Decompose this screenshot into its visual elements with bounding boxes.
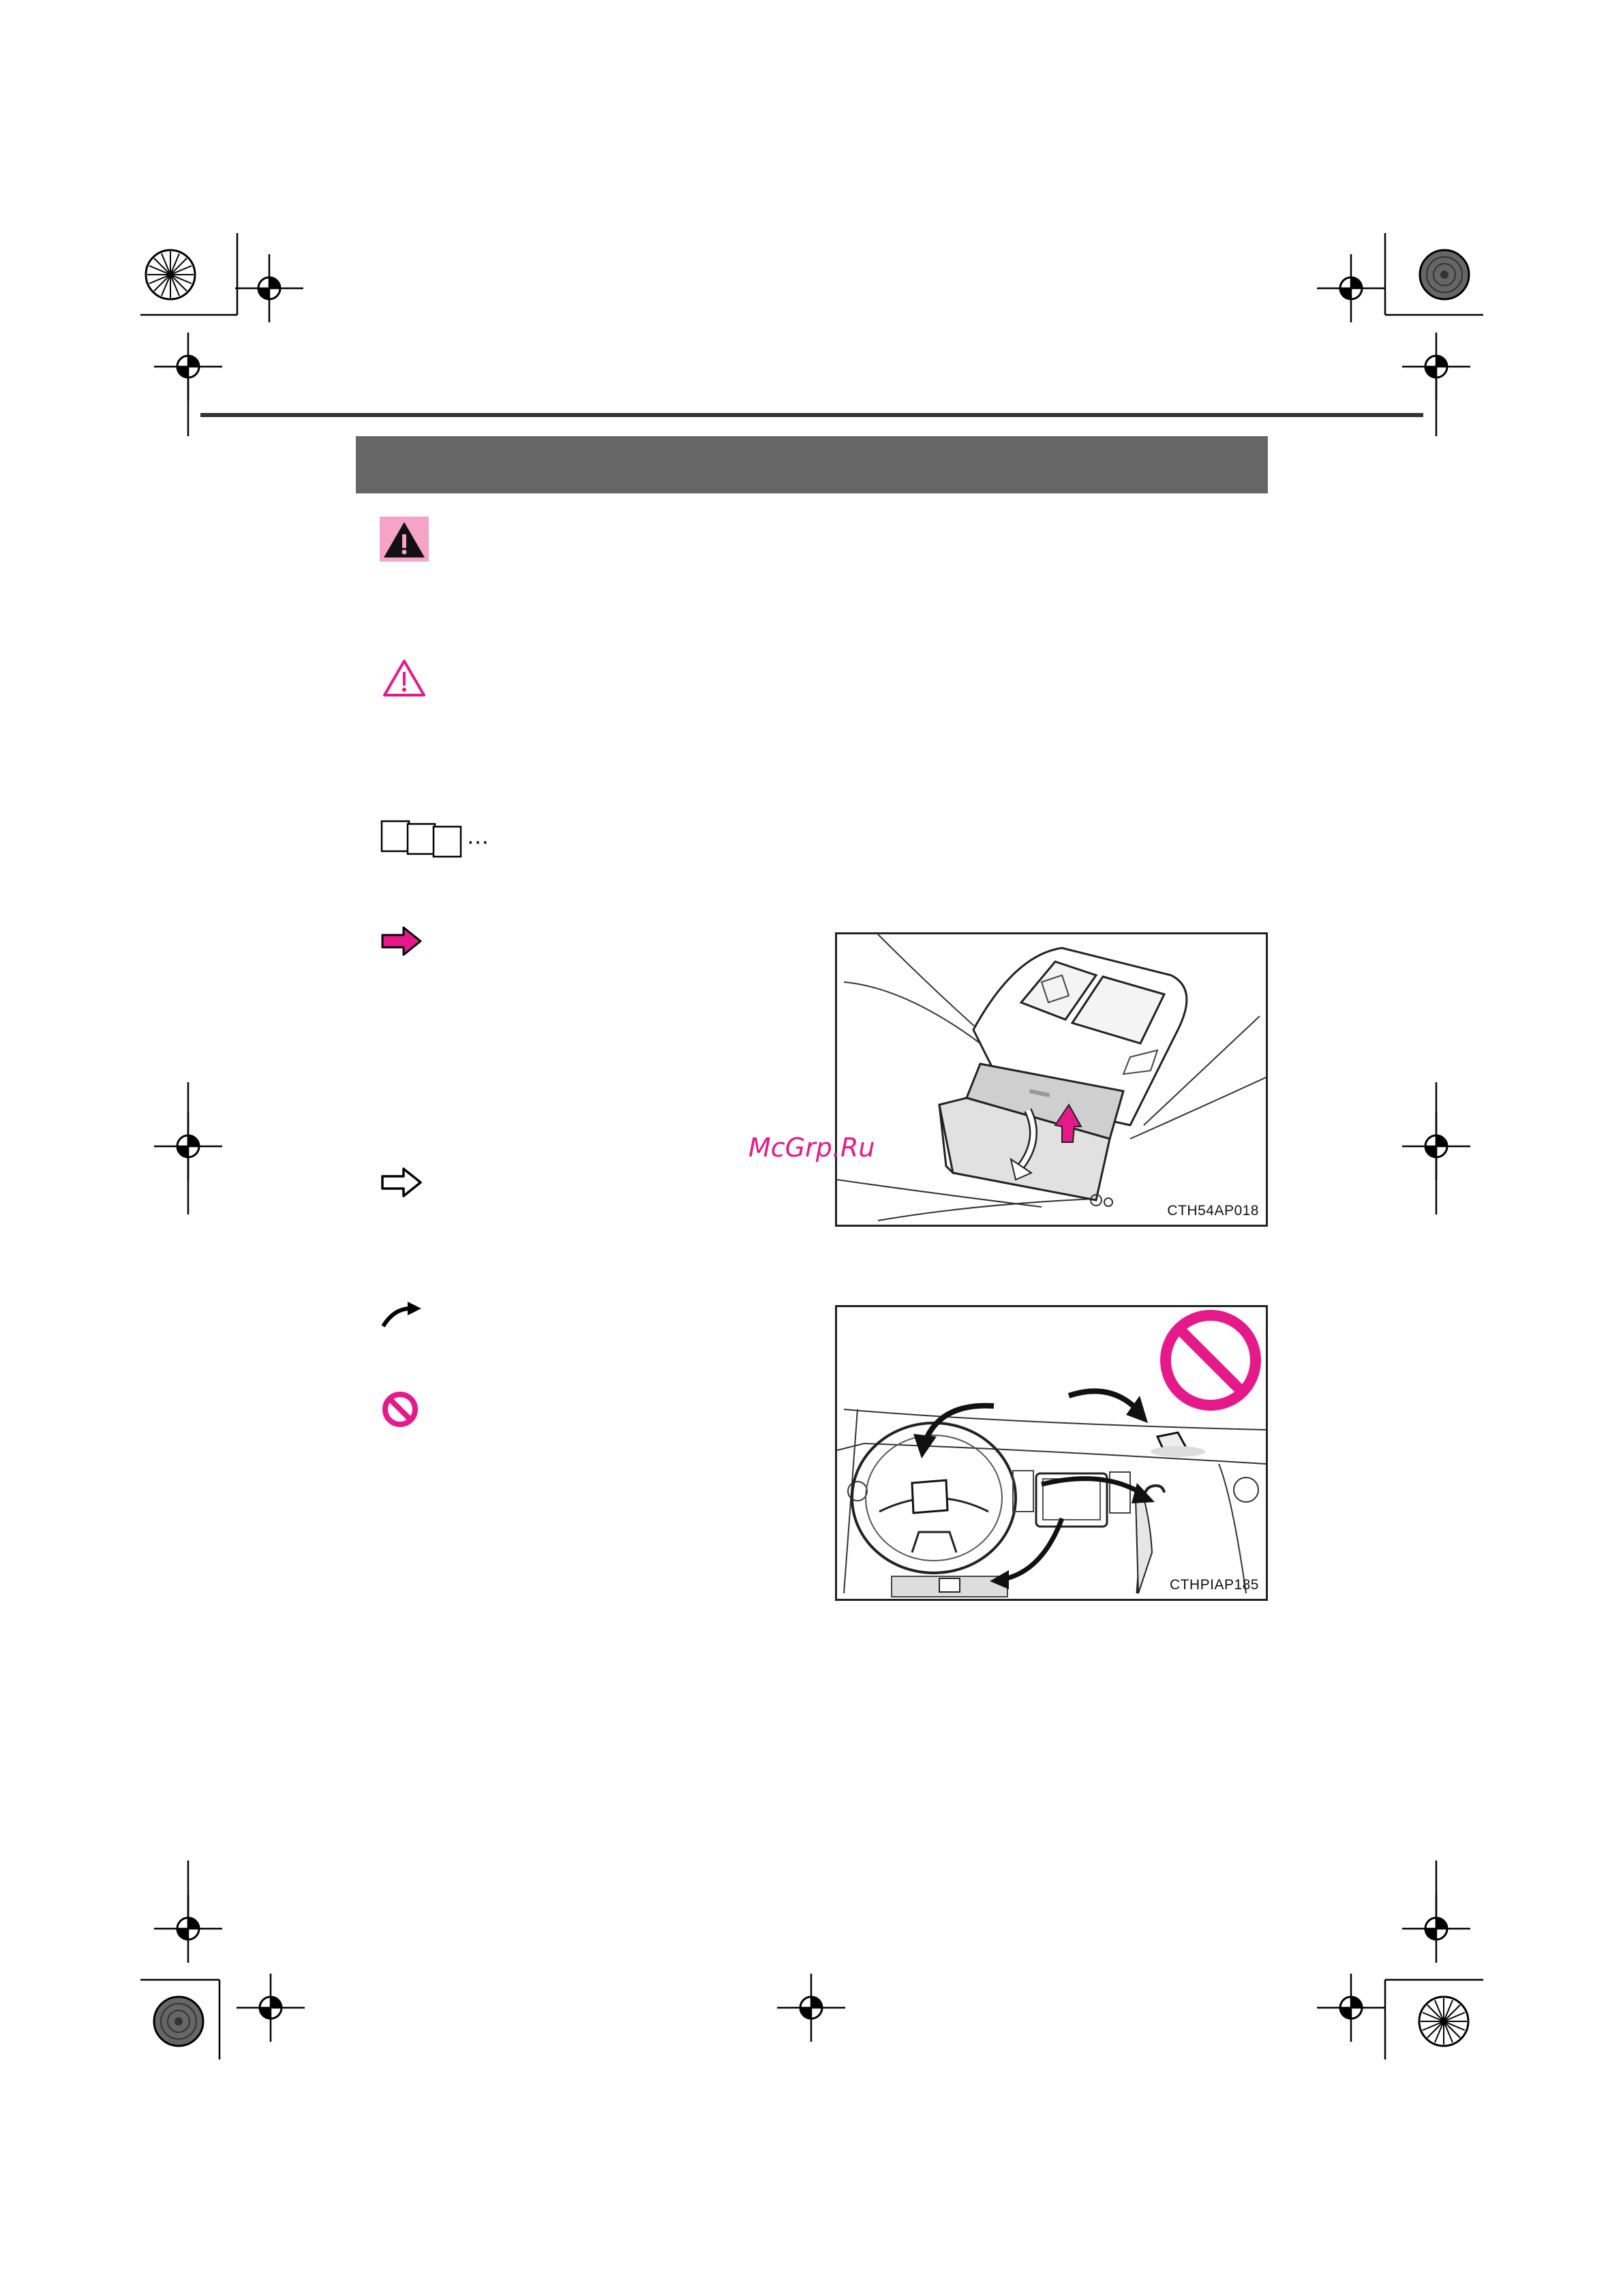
watermark-text: McGrp.Ru	[748, 1133, 875, 1163]
figure-label: CTH54AP018	[1167, 1203, 1259, 1219]
notice-triangle-outline-icon	[382, 658, 427, 698]
curved-arrow-icon	[380, 1302, 423, 1329]
reference-ellipsis: …	[466, 823, 489, 849]
figure-label: CTHPIAP185	[1169, 1577, 1259, 1593]
header-rule	[200, 413, 1423, 417]
pink-arrow-icon	[380, 925, 423, 957]
figure-dashboard-prohibited	[835, 1305, 1268, 1601]
section-header-bar	[356, 436, 1268, 493]
warning-triangle-filled-icon	[380, 517, 429, 562]
overhead-console-illustration	[837, 934, 1266, 1225]
dashboard-illustration	[837, 1307, 1266, 1599]
figure-overhead-console	[835, 932, 1268, 1227]
page-reference-icon	[380, 820, 465, 858]
prohibited-icon	[381, 1390, 419, 1428]
outline-arrow-icon	[380, 1167, 423, 1198]
